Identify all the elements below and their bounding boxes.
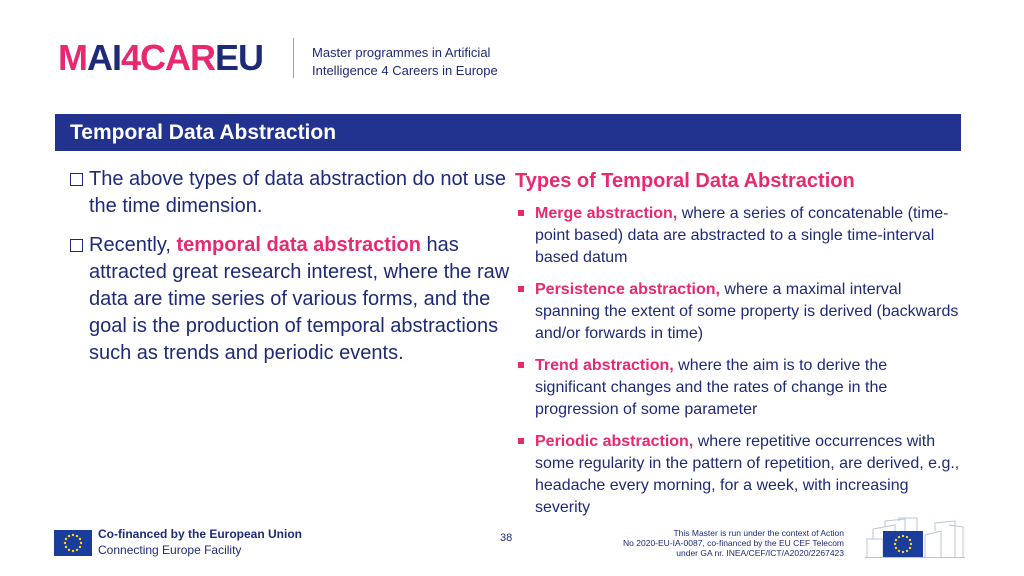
mai4careu-logo bbox=[58, 36, 263, 80]
slide-title-bar bbox=[55, 114, 961, 151]
right-column bbox=[515, 168, 960, 529]
header-divider bbox=[293, 38, 294, 78]
logo-i: I bbox=[112, 37, 122, 78]
left-bullet-item bbox=[70, 232, 510, 367]
european-commission-logo-icon bbox=[865, 517, 965, 559]
grant-footnote bbox=[584, 528, 844, 558]
abstraction-type-text bbox=[535, 279, 960, 345]
left-text-before: Recently, bbox=[89, 234, 177, 256]
tagline-line-2: Intelligence 4 Careers in Europe bbox=[312, 63, 498, 78]
abstraction-description: where a series of concatenable (time-point based) data are abstracted to a single time-interval based datum bbox=[535, 205, 949, 266]
facility-text: Connecting Europe Facility bbox=[98, 543, 242, 557]
left-bullet-item bbox=[70, 166, 510, 220]
abstraction-term: Periodic abstraction, bbox=[535, 433, 694, 450]
tagline bbox=[312, 44, 498, 80]
checkbox-bullet-icon bbox=[70, 239, 83, 252]
eu-flag-icon bbox=[54, 530, 92, 556]
square-bullet-icon bbox=[518, 362, 524, 368]
logo-4: 4 bbox=[121, 37, 141, 78]
left-text-after: has attracted great research interest, where the raw data are time series of various forms, and the goal is the production of temporal abstractions such as trends and periodic events. bbox=[89, 234, 510, 364]
abstraction-type-text bbox=[535, 355, 960, 421]
slide-title: Temporal Data Abstraction bbox=[70, 120, 337, 144]
abstraction-term: Trend abstraction, bbox=[535, 357, 674, 374]
abstraction-type-item bbox=[515, 431, 960, 519]
left-column bbox=[70, 166, 510, 379]
abstraction-term: Merge abstraction, bbox=[535, 205, 678, 222]
types-heading: Types of Temporal Data Abstraction bbox=[515, 170, 855, 192]
abstraction-description: where the aim is to derive the significant changes and the rates of change in the progression of some parameter bbox=[535, 357, 888, 418]
footnote-line-1: This Master is run under the context of Action bbox=[673, 528, 844, 538]
checkbox-bullet-icon bbox=[70, 173, 83, 186]
abstraction-description: where a maximal interval spanning the extent of some property is derived (backwards and/or forwards in time) bbox=[535, 281, 959, 342]
cofinanced-text: Co-financed by the European Union bbox=[98, 527, 303, 541]
abstraction-term: Persistence abstraction, bbox=[535, 281, 720, 298]
highlight-term: temporal data abstraction bbox=[176, 234, 421, 256]
logo-eu: EU bbox=[215, 37, 264, 78]
page-number: 38 bbox=[500, 532, 513, 544]
footnote-line-3: under GA nr. INEA/CEF/ICT/A2020/2267423 bbox=[676, 548, 844, 558]
square-bullet-icon bbox=[518, 286, 524, 292]
cofinanced-label bbox=[98, 526, 302, 558]
square-bullet-icon bbox=[518, 438, 524, 444]
abstraction-type-item bbox=[515, 203, 960, 269]
tagline-line-1: Master programmes in Artificial bbox=[312, 45, 491, 60]
left-bullet-text: The above types of data abstraction do not use the time dimension. bbox=[89, 168, 506, 217]
square-bullet-icon bbox=[518, 210, 524, 216]
abstraction-description: where repetitive occurrences with some regularity in the pattern of repetition, are derived, e.g., headache every morning, for a week, with increasing severity bbox=[535, 433, 960, 516]
abstraction-type-text bbox=[535, 203, 960, 269]
footnote-line-2: No 2020-EU-IA-0087, co-financed by the EU CEF Telecom bbox=[623, 538, 844, 548]
left-bullet-text bbox=[89, 232, 510, 367]
logo-m: M bbox=[58, 37, 87, 78]
logo-a: A bbox=[87, 37, 112, 78]
abstraction-type-text bbox=[535, 431, 960, 519]
abstraction-type-item bbox=[515, 355, 960, 421]
abstraction-type-item bbox=[515, 279, 960, 345]
logo-car: CAR bbox=[140, 37, 216, 78]
